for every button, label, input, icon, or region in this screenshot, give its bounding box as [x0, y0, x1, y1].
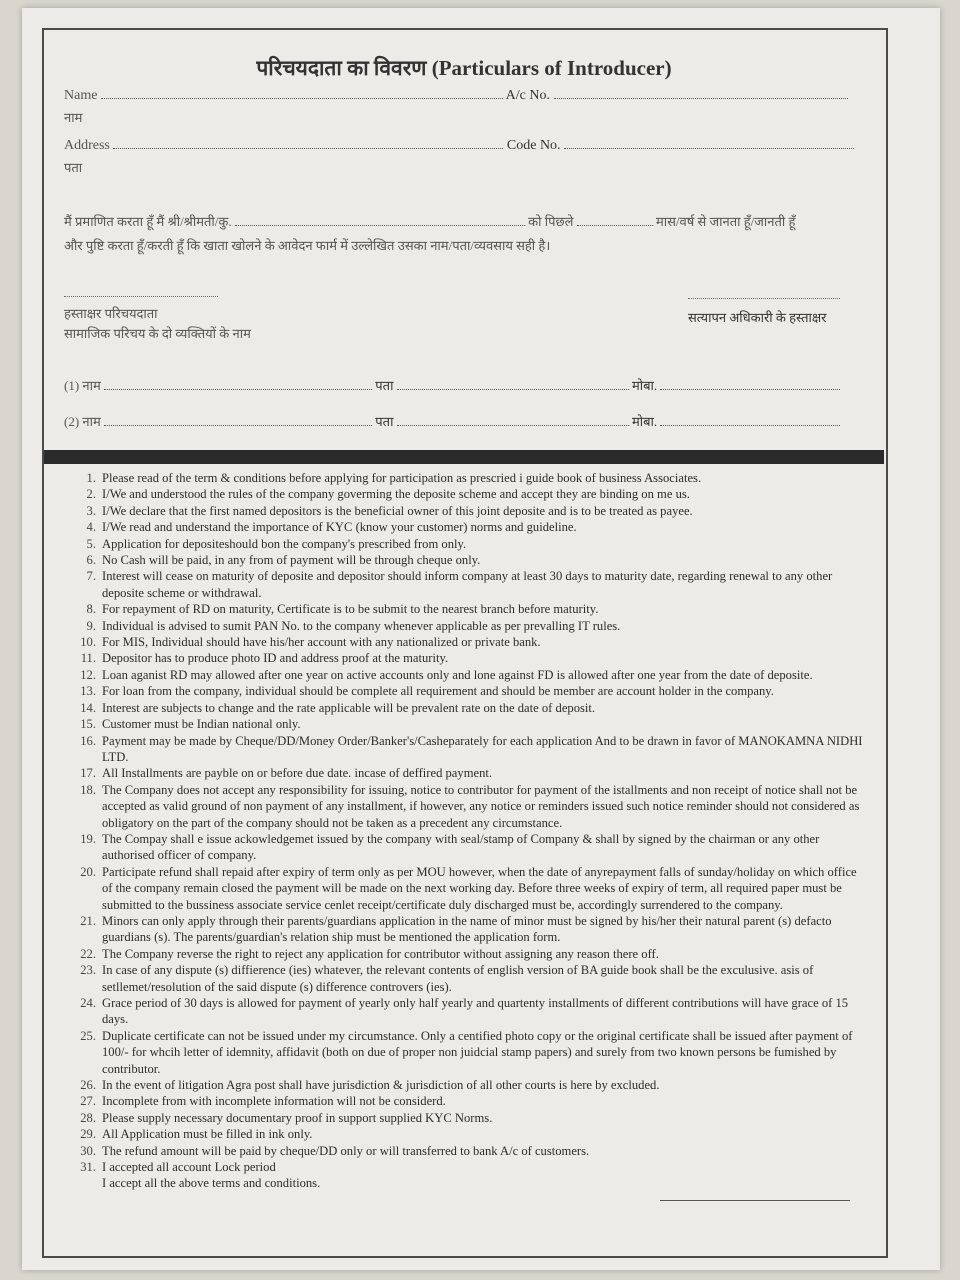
term-number: 31.: [80, 1160, 96, 1175]
certify-line-1: [64, 212, 866, 230]
term-text: Payment may be made by Cheque/DD/Money Order/Banker's/Casheparately for each application And to be drawn in favor of MANOKAMNA NIDHI LTD.: [102, 733, 863, 764]
certify-text-b: को पिछले: [528, 214, 574, 229]
introducer-signature-line[interactable]: [64, 296, 218, 297]
term-number: 17.: [80, 766, 96, 781]
person-row-1: [64, 376, 866, 394]
term-number: 2.: [86, 487, 96, 502]
term-number: 15.: [80, 717, 96, 732]
term-number: 12.: [80, 667, 96, 682]
term-item: [64, 962, 864, 995]
term-text: No Cash will be paid, in any from of payment will be through cheque only.: [102, 553, 481, 568]
term-text: The Company reverse the right to reject any application for contributor without assigning any reason there off.: [102, 946, 659, 961]
address-field[interactable]: [113, 136, 503, 149]
person-address-field[interactable]: [397, 413, 629, 426]
term-text: Please supply necessary documentary proof in support supplied KYC Norms.: [102, 1110, 493, 1125]
code-field[interactable]: [564, 136, 854, 149]
certify-name-field[interactable]: [235, 213, 525, 226]
term-item: [64, 946, 864, 962]
term-item: [64, 667, 864, 683]
name-row: [64, 86, 866, 104]
person-name-label: नाम: [82, 378, 101, 393]
person-mobile-label: मोबा.: [631, 414, 658, 429]
person-address-label: पता: [375, 414, 394, 429]
term-text: The refund amount will be paid by cheque/DD only or will transferred to bank A/c of customers.: [102, 1143, 590, 1158]
term-item: [64, 733, 864, 766]
name-label: Name: [64, 88, 98, 103]
person-name-field[interactable]: [104, 377, 372, 390]
term-number: 14.: [80, 700, 96, 715]
term-item: [64, 568, 864, 601]
certify-duration-field[interactable]: [577, 213, 653, 226]
social-intro-label: सामाजिक परिचय के दो व्यक्तियों के नाम: [64, 326, 251, 341]
term-item: [64, 1143, 864, 1159]
term-item: [64, 913, 864, 946]
term-number: 24.: [80, 996, 96, 1010]
name-field[interactable]: [101, 86, 503, 99]
term-number: 11.: [80, 651, 96, 666]
officer-signature-label: सत्यापन अधिकारी के हस्ताक्षर: [688, 310, 827, 325]
term-number: 10.: [80, 635, 96, 650]
certify-text-c: मास/वर्ष से जानता हूँ/जानती हूँ: [655, 214, 796, 229]
term-number: 3.: [86, 503, 96, 518]
terms-list: [64, 470, 864, 1192]
name-hi-label: नाम: [64, 110, 83, 125]
acceptance-signature-line[interactable]: [660, 1200, 850, 1201]
term-text: For MIS, Individual should have his/her account with any nationalized or private bank.: [102, 635, 541, 650]
address-hi-label: पता: [64, 160, 83, 175]
section-divider: [44, 450, 884, 464]
term-item: [64, 831, 864, 864]
term-number: 13.: [80, 684, 96, 699]
term-item: [64, 995, 864, 1028]
certify-text-a: मैं प्रमाणित करता हूँ मैं श्री/श्रीमती/कु.: [64, 214, 232, 229]
term-item: [64, 519, 864, 535]
term-number: 30.: [80, 1143, 96, 1158]
term-number: 21.: [80, 913, 96, 928]
term-item: [64, 1159, 864, 1175]
term-number: 18.: [80, 782, 96, 797]
person-name-field[interactable]: [104, 413, 372, 426]
term-text: I/We and understood the rules of the company goverming the deposite scheme and accept they are binding on me us.: [102, 487, 690, 502]
term-item: [64, 536, 864, 552]
term-text: Individual is advised to sumit PAN No. to the company whenever applicable as per prevalling IT rules.: [102, 618, 621, 633]
term-item: [64, 601, 864, 617]
term-item: [64, 470, 864, 486]
term-item: [64, 1028, 864, 1077]
term-text: In case of any dispute (s) diffierence (ies) whatever, the relevant contents of english version of BA guide book shall be the exculusive. asis of setllemet/resolution of the said dispute (s) difference controvers (ies).: [102, 963, 814, 994]
acno-label: A/c No.: [505, 88, 550, 103]
term-number: 9.: [86, 618, 96, 633]
person-index: (1): [64, 378, 80, 393]
term-text: I/We read and understand the importance of KYC (know your customer) norms and guideline.: [102, 520, 577, 535]
term-text: Please read of the term & conditions before applying for participation as prescried i guide book of business Associates.: [102, 471, 702, 485]
term-text: Depositor has to produce photo ID and address proof at the maturity.: [102, 651, 449, 666]
term-text: Interest will cease on maturity of deposite and depositor should inform company at least 30 days to maturity date, regarding renewal to any other deposite scheme or withdrawal.: [102, 569, 833, 600]
term-text: I/We declare that the first named depositors is the beneficial owner of this joint deposite and is to be treated as payee.: [102, 503, 693, 518]
term-number: 16.: [80, 733, 96, 748]
term-text: Grace period of 30 days is allowed for payment of yearly only half yearly and quartenty installments of different contributions will have grace of 15 days.: [102, 996, 849, 1027]
term-text: All Installments are payble on or before due date. incase of deffired payment.: [102, 766, 493, 781]
term-item: [64, 618, 864, 634]
term-item: [64, 552, 864, 568]
term-item: [64, 1110, 864, 1126]
person-address-label: पता: [375, 378, 394, 393]
person-address-field[interactable]: [397, 377, 629, 390]
person-row-2: [64, 412, 866, 430]
term-text: Incomplete from with incomplete information will not be considerd.: [102, 1094, 446, 1109]
term-text: Participate refund shall repaid after expiry of term only as per MOU however, when the date of anyrepayment falls of sunday/holiday on which office of the company remain closed the payment will be made on the next working day. Before three weeks of expiry of term, all required paper must be submitted to the bussiness associate service cenlet receipt/certificate duly discharged must be, accordingly surrendered to the company.: [102, 864, 857, 912]
person-name-label: नाम: [82, 414, 101, 429]
term-item: [64, 503, 864, 519]
code-label: Code No.: [506, 138, 561, 153]
term-item: [64, 716, 864, 732]
term-text: Duplicate certificate can not be issued under my circumstance. Only a centified photo copy or the original certificate shall be issued after payment of 100/- for whcih letter of idemnity, affidavit (both on due of proper non juidcial stamp papers) and surely from two known persons be fumished by contributor.: [102, 1028, 853, 1076]
term-item: [64, 634, 864, 650]
term-number: 23.: [80, 963, 96, 978]
term-text: All Application must be filled in ink only.: [102, 1127, 313, 1142]
term-text: Interest are subjects to change and the rate applicable will be prevalent rate on the date of deposit.: [102, 700, 596, 715]
term-item: [64, 486, 864, 502]
term-text: I accepted all account Lock period: [102, 1160, 276, 1175]
address-row: [64, 136, 866, 154]
term-item: [64, 1077, 864, 1093]
term-number: 28.: [80, 1110, 96, 1125]
term-number: [64, 1175, 102, 1191]
term-text: Application for depositeshould bon the company's prescribed from only.: [102, 536, 467, 551]
term-item: [64, 765, 864, 781]
introducer-section: [44, 30, 884, 450]
certify-line-2: और पुष्टि करता हूँ/करती हूँ कि खाता खोलने के आवेदन फार्म में उल्लेखित उसका नाम/पता/व्यवसाय सही है।: [64, 238, 551, 253]
person-mobile-field[interactable]: [660, 413, 840, 426]
term-number: 5.: [86, 536, 96, 551]
term-number: 26.: [80, 1078, 96, 1093]
officer-signature-line[interactable]: [688, 298, 840, 299]
term-number: 29.: [80, 1127, 96, 1142]
term-item: [64, 650, 864, 666]
introducer-signature-label: हस्ताक्षर परिचयदाता: [64, 306, 158, 321]
term-number: 4.: [86, 520, 96, 535]
person-mobile-label: मोबा.: [631, 378, 658, 393]
term-text: Loan aganist RD may allowed after one year on active accounts only and lone against FD is allowed after one year from the date of deposite.: [102, 667, 813, 682]
term-text: The Compay shall e issue ackowledgemet issued by the company with seal/stamp of Company & shall by signed by the chairman or any other authorised officer of company.: [102, 831, 820, 863]
person-index: (2): [64, 414, 80, 429]
term-number: 8.: [86, 602, 96, 617]
section-title: परिचयदाता का विवरण (Particulars of Introducer): [256, 56, 672, 80]
term-item: [64, 1175, 864, 1191]
term-text: For repayment of RD on maturity, Certificate is to be submit to the nearest branch before maturity.: [102, 602, 599, 617]
term-item: [64, 700, 864, 716]
term-number: 6.: [86, 553, 96, 568]
acno-field[interactable]: [554, 86, 848, 99]
term-text: For loan from the company, individual should be complete all requirement and should be member are account holder in the company.: [102, 684, 774, 699]
person-mobile-field[interactable]: [660, 377, 840, 390]
address-label: Address: [64, 138, 110, 153]
term-item: [64, 683, 864, 699]
term-number: 1.: [86, 471, 96, 485]
term-item: [64, 782, 864, 831]
term-number: 27.: [80, 1094, 96, 1109]
term-number: 19.: [80, 831, 96, 846]
term-number: 25.: [80, 1028, 96, 1043]
term-text: Customer must be Indian national only.: [102, 717, 301, 732]
term-number: 20.: [80, 864, 96, 879]
term-number: 7.: [86, 569, 96, 584]
term-text: In the event of litigation Agra post shall have jurisdiction & jurisdiction of all other courts is here by excluded.: [102, 1078, 660, 1093]
term-item: [64, 1126, 864, 1142]
term-text: The Company does not accept any responsibility for issuing, notice to contributor for payment of the istallments and non receipt of notice shall not be accepted as valid ground of non payment of any installment, if however, any notice or reminders issued such notice reminder should not considered as obligatory on the part of the company should not be taken as a precedent any circumstance.: [102, 782, 860, 830]
term-item: [64, 1093, 864, 1109]
term-item: [64, 864, 864, 913]
term-text: I accept all the above terms and conditions.: [102, 1176, 321, 1191]
term-text: Minors can only apply through their parents/guardians application in the name of minor must be signed by his/her their natural parent (s) defacto guardians (s). The parents/guardian's relation ship must be mentioned the application form.: [102, 913, 832, 945]
term-number: 22.: [80, 946, 96, 961]
